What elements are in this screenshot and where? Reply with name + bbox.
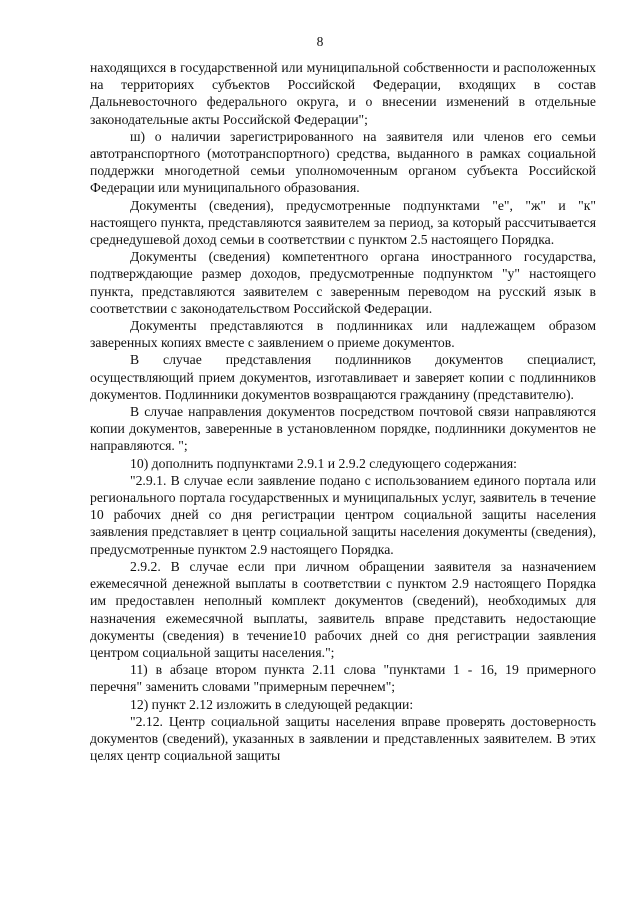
paragraph-11: 11) в абзаце втором пункта 2.11 слова "пунктами 1 - 16, 19 примерного перечня" заменить словами "примерным перечнем"; (90, 662, 596, 695)
paragraph-2: ш) о наличии зарегистрированного на заявителя или членов его семьи автотранспортного (мототранспортного) средства, выданного в рамках социальной поддержки многодетной семьи уполномоченным органом субъекта Российской Федерации или муниципального образования. (90, 128, 596, 196)
paragraph-5: Документы представляются в подлинниках или надлежащем образом заверенных копиях вместе с заявлением о приеме документов. (90, 318, 596, 351)
paragraph-12: 12) пункт 2.12 изложить в следующей редакции: (130, 696, 414, 712)
paragraph-9: "2.9.1. В случае если заявление подано с использованием единого портала или регионального портала государственных и муниципальных услуг, заявитель в течение 10 рабочих дней со дня регистрации центром социальной защиты населения заявления представляет в центр социальной защиты населения документы (сведения), предусмотренные пунктом 2.9 настоящего Порядка. (90, 472, 596, 557)
paragraph-10: 2.9.2. В случае если при личном обращении заявителя за назначением ежемесячной денежной выплаты в соответствии с пунктом 2.9 настоящего Порядка им предоставлен неполный комплект документов (сведений), необходимых для назначения ежемесячной выплаты, заявитель вправе представить недостающие документы (сведения) в течение10 рабочих дней со дня регистрации заявления центром социальной защиты населения."; (90, 558, 596, 660)
paragraph-7: В случае направления документов посредством почтовой связи направляются копии документов, заверенные в установленном порядке, подлинники документов не направляются. "; (90, 404, 596, 454)
paragraph-6: В случае представления подлинников документов специалист, осуществляющий прием документов, изготавливает и заверяет копии с подлинников документов. Подлинники документов возвращаются гражданину (представителю). (90, 352, 596, 402)
paragraph-8: 10) дополнить подпунктами 2.9.1 и 2.9.2 следующего содержания: (130, 455, 517, 471)
paragraph-4: Документы (сведения) компетентного органа иностранного государства, подтверждающие размер доходов, предусмотренные подпунктом "у" настоящего пункта, представляются заявителем с заверенным переводом на русский язык в соответствии с законодательством Российской Федерации. (90, 249, 596, 316)
paragraph-1: находящихся в государственной или муниципальной собственности и расположенных на территориях субъектов Российской Федерации, входящих в состав Дальневосточного федерального округа, и о внесении изменений в отдельные законодательные акты Российской Федерации"; (90, 60, 596, 127)
page-number: 8 (316, 34, 324, 49)
document-body (90, 59, 596, 764)
paragraph-13: "2.12. Центр социальной защиты населения вправе проверять достоверность документов (сведений), указанных в заявлении и представленных заявителем. В этих целях центр социальной защиты (90, 713, 596, 764)
paragraph-3: Документы (сведения), предусмотренные подпунктами "е", "ж" и "к" настоящего пункта, представляются заявителем за период, за который рассчитывается среднедушевой доход семьи в соответствии с пунктом 2.5 настоящего Порядка. (90, 197, 596, 248)
